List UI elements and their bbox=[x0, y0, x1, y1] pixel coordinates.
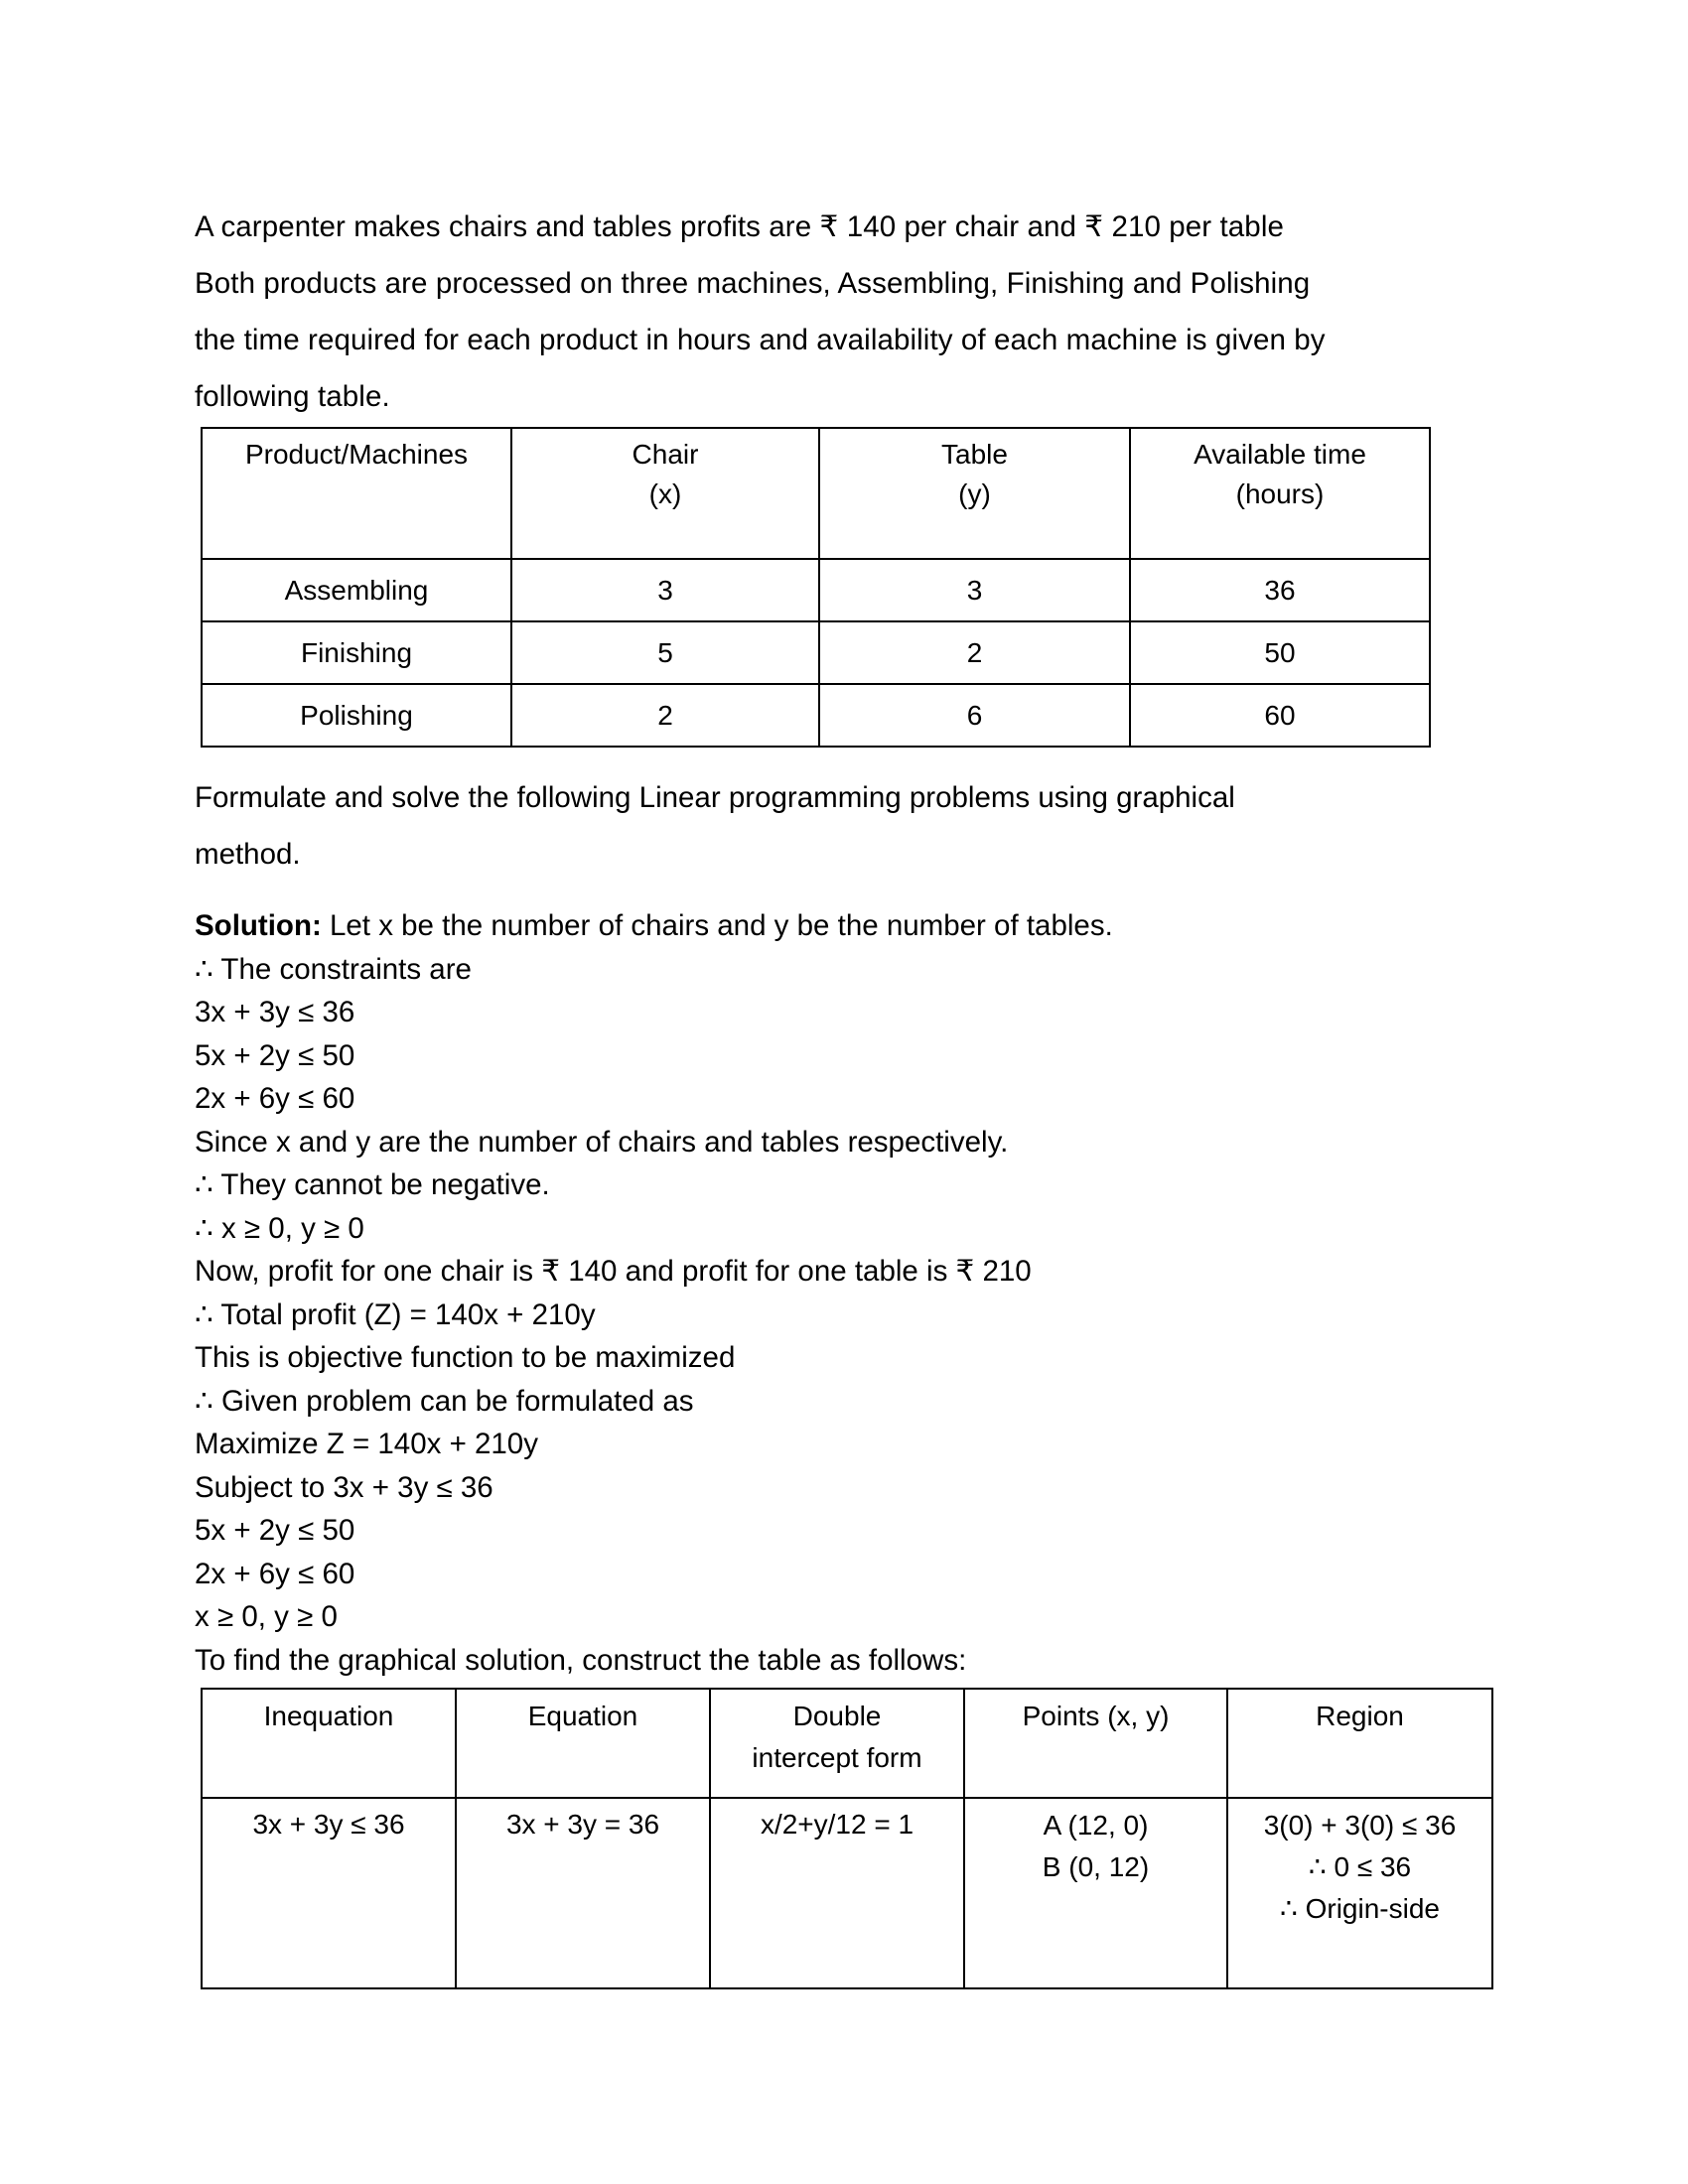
problem-line-2: Both products are processed on three machines, Assembling, Finishing and Polishing bbox=[195, 267, 1311, 300]
header-cell-chair bbox=[511, 428, 819, 559]
header-sub: (x) bbox=[648, 478, 682, 509]
solution-line-6: ∴ They cannot be negative. bbox=[195, 1168, 550, 1201]
header-cell-product bbox=[202, 428, 511, 559]
header-cell-table bbox=[819, 428, 1130, 559]
header-line-2: intercept form bbox=[752, 1742, 922, 1773]
instruction-line-2: method. bbox=[195, 838, 301, 871]
header-line-1: Double bbox=[792, 1701, 882, 1731]
problem-statement bbox=[195, 199, 1479, 425]
solution-line-13: Subject to 3x + 3y ≤ 36 bbox=[195, 1470, 493, 1504]
solution-line-11: ∴ Given problem can be formulated as bbox=[195, 1384, 694, 1418]
solution-block bbox=[195, 904, 1479, 1682]
cell-chair-hours: 5 bbox=[511, 621, 819, 684]
cell-available-hours: 50 bbox=[1130, 621, 1430, 684]
cell-table-hours: 2 bbox=[819, 621, 1130, 684]
cell-table-hours: 6 bbox=[819, 684, 1130, 747]
header-main: Table bbox=[941, 439, 1008, 470]
solution-line-1: ∴ The constraints are bbox=[195, 952, 472, 986]
solution-line-5: Since x and y are the number of chairs and tables respectively. bbox=[195, 1125, 1009, 1159]
header-line-1: Region bbox=[1316, 1701, 1404, 1731]
cell-machine-name: Assembling bbox=[202, 559, 511, 621]
header-cell-inequation bbox=[202, 1689, 456, 1798]
solution-line-12: Maximize Z = 140x + 210y bbox=[195, 1428, 538, 1460]
table-row bbox=[202, 684, 1430, 747]
header-cell-points bbox=[964, 1689, 1227, 1798]
cell-inequation: 3x + 3y ≤ 36 bbox=[202, 1798, 456, 1988]
point-b: B (0, 12) bbox=[1042, 1851, 1150, 1882]
problem-line-3: the time required for each product in hours and availability of each machine is given by bbox=[195, 324, 1326, 356]
table-header-row bbox=[202, 1689, 1492, 1798]
header-main: Product/Machines bbox=[244, 439, 469, 470]
graphical-solution-table bbox=[201, 1688, 1493, 1989]
instruction-paragraph bbox=[195, 769, 1479, 883]
solution-line-14: 5x + 2y ≤ 50 bbox=[195, 1514, 355, 1547]
solution-line-4: 2x + 6y ≤ 60 bbox=[195, 1082, 355, 1115]
table-row bbox=[202, 1798, 1492, 1988]
solution-line-10: This is objective function to be maximized bbox=[195, 1341, 736, 1374]
cell-available-hours: 36 bbox=[1130, 559, 1430, 621]
cell-double-intercept: x/2+y/12 = 1 bbox=[710, 1798, 964, 1988]
region-line-2: ∴ 0 ≤ 36 bbox=[1308, 1851, 1412, 1882]
header-cell-available-time bbox=[1130, 428, 1430, 559]
solution-label: Solution: bbox=[195, 909, 322, 942]
cell-machine-name: Finishing bbox=[202, 621, 511, 684]
header-cell-region bbox=[1227, 1689, 1492, 1798]
cell-available-hours: 60 bbox=[1130, 684, 1430, 747]
region-line-1: 3(0) + 3(0) ≤ 36 bbox=[1263, 1810, 1457, 1841]
problem-line-4: following table. bbox=[195, 380, 390, 413]
header-main: Chair bbox=[632, 439, 699, 470]
region-line-3: ∴ Origin-side bbox=[1280, 1893, 1440, 1924]
header-sub: (y) bbox=[958, 478, 991, 509]
machine-requirements-table bbox=[201, 427, 1431, 748]
point-a: A (12, 0) bbox=[1043, 1810, 1149, 1841]
header-line-1: Points (x, y) bbox=[1022, 1701, 1170, 1731]
cell-region bbox=[1227, 1798, 1492, 1988]
cell-machine-name: Polishing bbox=[202, 684, 511, 747]
solution-line-8: Now, profit for one chair is ₹ 140 and profit for one table is ₹ 210 bbox=[195, 1255, 1032, 1288]
table-row bbox=[202, 559, 1430, 621]
cell-chair-hours: 3 bbox=[511, 559, 819, 621]
cell-equation: 3x + 3y = 36 bbox=[456, 1798, 710, 1988]
header-line-1: Inequation bbox=[263, 1701, 394, 1731]
solution-first-line-rest: Let x be the number of chairs and y be the number of tables. bbox=[321, 909, 1113, 942]
header-main: Available time bbox=[1194, 439, 1366, 470]
solution-line-3: 5x + 2y ≤ 50 bbox=[195, 1038, 355, 1072]
solution-line-2: 3x + 3y ≤ 36 bbox=[195, 996, 355, 1028]
table-row bbox=[202, 621, 1430, 684]
problem-line-1: A carpenter makes chairs and tables profits are ₹ 140 per chair and ₹ 210 per table bbox=[195, 210, 1284, 243]
solution-line-9: ∴ Total profit (Z) = 140x + 210y bbox=[195, 1297, 596, 1331]
cell-chair-hours: 2 bbox=[511, 684, 819, 747]
solution-line-7: ∴ x ≥ 0, y ≥ 0 bbox=[195, 1211, 364, 1245]
instruction-line-1: Formulate and solve the following Linear programming problems using graphical bbox=[195, 781, 1235, 814]
table-header-row bbox=[202, 428, 1430, 559]
solution-line-17: To find the graphical solution, construct the table as follows: bbox=[195, 1643, 967, 1677]
solution-line-15: 2x + 6y ≤ 60 bbox=[195, 1557, 355, 1590]
header-line-1: Equation bbox=[527, 1701, 638, 1731]
header-cell-equation bbox=[456, 1689, 710, 1798]
solution-first-line bbox=[195, 904, 1479, 948]
header-cell-double-intercept-form bbox=[710, 1689, 964, 1798]
cell-points bbox=[964, 1798, 1227, 1988]
header-sub: (hours) bbox=[1235, 478, 1325, 509]
solution-line-16: x ≥ 0, y ≥ 0 bbox=[195, 1600, 338, 1633]
cell-table-hours: 3 bbox=[819, 559, 1130, 621]
